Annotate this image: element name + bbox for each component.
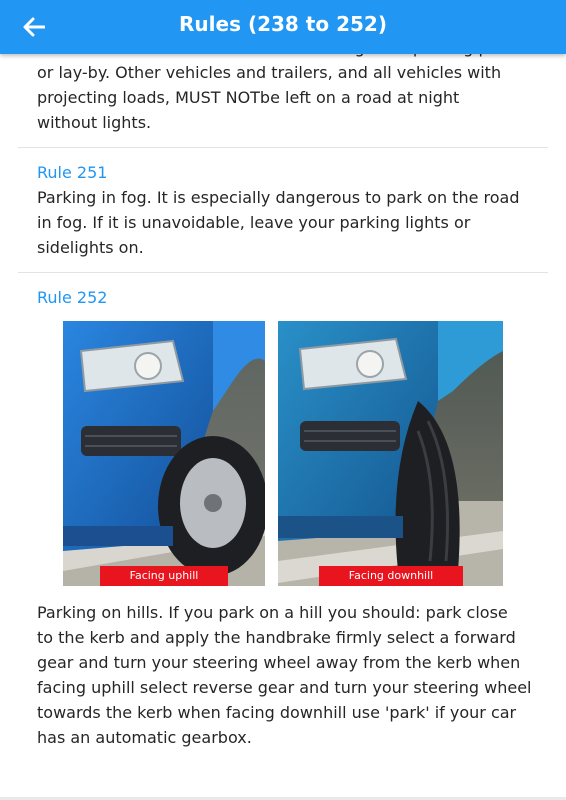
text-line: or lay-by. Other vehicles and trailers, and all vehicles with (37, 63, 502, 82)
text-line: has an automatic gearbox. (37, 728, 252, 747)
text-line: Parking in fog. It is especially dangerous to park on the road (37, 188, 520, 207)
text-line: facing uphill select reverse gear and turn your steering wheel (37, 678, 532, 697)
app-bar (0, 0, 566, 54)
car-wheel-image (63, 321, 265, 586)
text-line: gear and turn your steering wheel away from the kerb when (37, 653, 521, 672)
facing-downhill-photo (278, 321, 503, 586)
rule-251-title: Rule 251 (37, 163, 108, 182)
rule-252-title: Rule 252 (37, 288, 108, 307)
rule-250-text (37, 60, 537, 135)
rule-252-text (37, 600, 537, 750)
text-line: in fog. If it is unavoidable, leave your parking lights or (37, 213, 471, 232)
divider (18, 147, 548, 148)
facing-uphill-photo (63, 321, 265, 586)
text-line: without lights. (37, 113, 152, 132)
car-wheel-image (278, 321, 503, 586)
page-title: Rules (238 to 252) (179, 12, 387, 36)
facing-downhill-caption: Facing downhill (319, 566, 463, 586)
text-line: sidelights on. (37, 238, 144, 257)
rule-251-text (37, 185, 537, 260)
divider (18, 272, 548, 273)
text-line: projecting loads, MUST NOTbe left on a road at night (37, 88, 460, 107)
facing-uphill-caption: Facing uphill (100, 566, 228, 586)
text-line: to the kerb and apply the handbrake firmly select a forward (37, 628, 516, 647)
text-line: Parking on hills. If you park on a hill you should: park close (37, 603, 508, 622)
text-line: towards the kerb when facing downhill use 'park' if your car (37, 703, 517, 722)
